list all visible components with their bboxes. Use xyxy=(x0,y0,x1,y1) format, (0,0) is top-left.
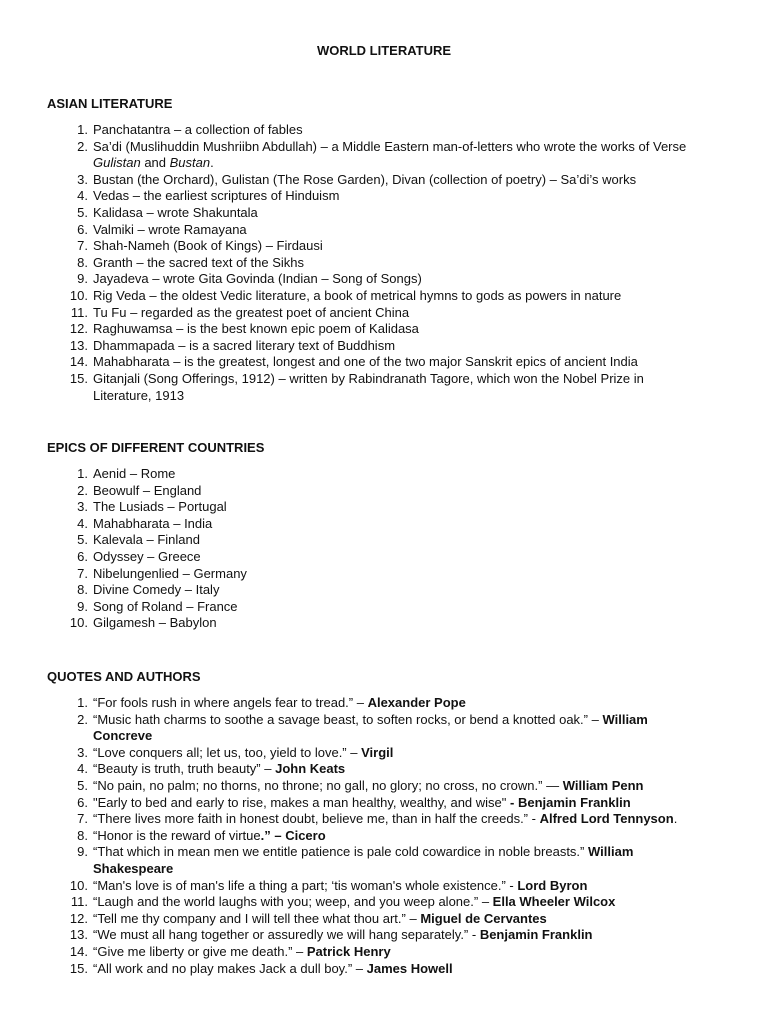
item-text: Mahabharata – India xyxy=(93,515,213,531)
work-title: Bustan xyxy=(169,155,211,171)
quote-author: Lord Byron xyxy=(517,877,588,893)
item-number: 10. xyxy=(69,615,88,631)
item-text: Kalevala – Finland xyxy=(93,532,200,548)
work-title: Gulistan xyxy=(93,155,141,171)
item-text: “Music hath charms to soothe a savage beast, to soften rocks, or bend a knotted oak.” – xyxy=(93,711,603,727)
item-number: 11. xyxy=(70,894,88,910)
item-text: Mahabharata – is the greatest, longest and one of the two major Sanskrit epics of ancient India xyxy=(93,354,638,370)
list-item xyxy=(0,712,703,745)
item-number: 1. xyxy=(77,122,88,137)
item-text: Aenid – Rome xyxy=(93,466,176,481)
list-item xyxy=(0,745,703,762)
list-item xyxy=(0,305,703,322)
quote-author: Virgil xyxy=(361,744,394,760)
quotes-list xyxy=(0,695,703,977)
item-text: “That which in mean men we entitle patience is pale cold cowardice in noble breasts.” xyxy=(93,844,588,860)
item-number: 12. xyxy=(69,321,88,337)
item-number: 7. xyxy=(77,565,88,581)
item-number: 11. xyxy=(70,304,88,320)
item-number: 12. xyxy=(69,910,88,926)
item-text: Song of Roland – France xyxy=(93,598,238,614)
item-number: 15. xyxy=(69,370,88,386)
quote-author: James Howell xyxy=(366,960,453,976)
list-item xyxy=(0,894,703,911)
item-text: Kalidasa – wrote Shakuntala xyxy=(93,204,258,220)
list-item xyxy=(0,238,703,255)
item-number: 2. xyxy=(77,711,88,727)
quote-author: Ella Wheeler Wilcox xyxy=(492,894,616,910)
item-text: Valmiki – wrote Ramayana xyxy=(93,221,247,237)
quote-author: Miguel de Cervantes xyxy=(420,910,547,926)
item-number: 9. xyxy=(77,598,88,614)
list-item xyxy=(0,911,703,928)
quote-author: Alfred Lord Tennyson xyxy=(539,811,674,827)
item-number: 3. xyxy=(77,171,88,187)
item-text: Tu Fu – regarded as the greatest poet of ancient China xyxy=(93,304,410,320)
item-text: “Man's love is of man's life a thing a part; ‘tis woman's whole existence.” - xyxy=(93,877,518,893)
list-item xyxy=(0,532,703,549)
item-number: 6. xyxy=(77,794,88,810)
list-item xyxy=(0,188,703,205)
item-number: 4. xyxy=(77,188,88,204)
list-item xyxy=(0,288,703,305)
item-number: 13. xyxy=(69,337,88,353)
item-text-end: . xyxy=(210,155,214,171)
list-item xyxy=(0,695,703,712)
quote-author: William Concreve xyxy=(93,711,648,744)
list-item xyxy=(0,466,703,483)
item-number: 4. xyxy=(77,515,88,531)
item-number: 7. xyxy=(77,811,88,827)
list-item xyxy=(0,271,703,288)
item-number: 5. xyxy=(77,777,88,793)
list-item xyxy=(0,828,703,845)
item-number: 8. xyxy=(77,827,88,843)
list-item xyxy=(0,222,703,239)
list-item xyxy=(0,549,703,566)
item-text-mid: and xyxy=(140,155,170,171)
list-item xyxy=(0,338,703,355)
item-number: 3. xyxy=(77,744,88,760)
list-item xyxy=(0,371,703,404)
item-text: “We must all hang together or assuredly we will hang separately.” - xyxy=(93,927,480,943)
list-item xyxy=(0,878,703,895)
item-number: 8. xyxy=(77,582,88,598)
list-item xyxy=(0,599,703,616)
item-number: 6. xyxy=(77,221,88,237)
item-text: "Early to bed and early to rise, makes a man healthy, wealthy, and wise" xyxy=(93,794,511,810)
list-item xyxy=(0,205,703,222)
list-item xyxy=(0,255,703,272)
list-item xyxy=(0,944,703,961)
item-text: Vedas – the earliest scriptures of Hinduism xyxy=(93,188,340,204)
document-title: WORLD LITERATURE xyxy=(316,43,452,58)
list-item xyxy=(0,615,703,632)
list-item xyxy=(0,483,703,500)
list-item xyxy=(0,778,703,795)
list-item xyxy=(0,761,703,778)
item-number: 4. xyxy=(77,761,88,777)
item-number: 15. xyxy=(69,960,88,976)
item-text: “Tell me thy company and I will tell thee what thou art.” – xyxy=(93,910,421,926)
item-text: Beowulf – England xyxy=(93,482,202,498)
list-item xyxy=(0,354,703,371)
quote-author: William Penn xyxy=(562,777,644,793)
list-item xyxy=(0,139,703,172)
item-number: 13. xyxy=(69,927,88,943)
item-number: 2. xyxy=(77,138,88,154)
list-item xyxy=(0,795,703,812)
item-text: “Love conquers all; let us, too, yield to love.” – xyxy=(93,744,362,760)
item-number: 14. xyxy=(69,354,88,370)
item-number: 2. xyxy=(77,482,88,498)
item-number: 6. xyxy=(77,548,88,564)
item-text: Odyssey – Greece xyxy=(93,548,201,564)
item-text: Raghuwamsa – is the best known epic poem of Kalidasa xyxy=(93,321,419,337)
item-text: Granth – the sacred text of the Sikhs xyxy=(93,254,305,270)
list-item xyxy=(0,961,703,978)
item-text: “Beauty is truth, truth beauty” – xyxy=(93,761,276,777)
item-text: “For fools rush in where angels fear to tread.” – xyxy=(93,695,368,710)
item-text: Gitanjali (Song Offerings, 1912) – written by Rabindranath Tagore, which won the Nobel Prize in Literature, 1913 xyxy=(93,370,644,403)
item-number: 9. xyxy=(77,844,88,860)
list-item xyxy=(0,566,703,583)
item-number: 10. xyxy=(69,877,88,893)
item-number: 8. xyxy=(77,254,88,270)
item-text: Shah-Nameh (Book of Kings) – Firdausi xyxy=(93,238,323,254)
item-text: Divine Comedy – Italy xyxy=(93,582,220,598)
quotes-heading: QUOTES AND AUTHORS xyxy=(47,669,201,684)
item-text: Nibelungenlied – Germany xyxy=(93,565,247,581)
epics-list xyxy=(0,466,703,632)
item-text: Jayadeva – wrote Gita Govinda (Indian – Song of Songs) xyxy=(93,271,422,287)
list-item xyxy=(0,927,703,944)
quote-author: William Shakespeare xyxy=(93,844,634,876)
epics-heading: EPICS OF DIFFERENT COUNTRIES xyxy=(47,440,265,455)
item-text: “Laugh and the world laughs with you; weep, and you weep alone.” – xyxy=(93,894,493,910)
item-text: “No pain, no palm; no thorns, no throne; no gall, no glory; no cross, no crown.” — xyxy=(93,777,563,793)
list-item xyxy=(0,172,703,189)
list-item xyxy=(0,582,703,599)
list-item xyxy=(0,844,703,877)
quote-author: .” – Cicero xyxy=(260,827,326,843)
item-number: 9. xyxy=(77,271,88,287)
list-item xyxy=(0,499,703,516)
item-text: Bustan (the Orchard), Gulistan (The Rose Garden), Divan (collection of poetry) – Sa’di’s works xyxy=(93,171,637,187)
item-text: Rig Veda – the oldest Vedic literature, a book of metrical hymns to gods as powers in nature xyxy=(93,287,622,303)
item-text: “Give me liberty or give me death.” – xyxy=(93,943,307,959)
list-item xyxy=(0,122,703,139)
item-number: 7. xyxy=(77,238,88,254)
item-number: 5. xyxy=(77,532,88,548)
item-text: The Lusiads – Portugal xyxy=(93,499,227,515)
item-text: “All work and no play makes Jack a dull boy.” – xyxy=(93,960,367,976)
item-text: Gilgamesh – Babylon xyxy=(93,615,217,631)
quote-author: - Benjamin Franklin xyxy=(510,794,631,810)
item-text: Dhammapada – is a sacred literary text of Buddhism xyxy=(93,337,396,353)
item-text: Sa’di (Muslihuddin Mushriibn Abdullah) – a Middle Eastern man-of-letters who wrote the works of Verse xyxy=(93,138,687,154)
quote-author: Alexander Pope xyxy=(367,695,466,710)
quote-author: John Keats xyxy=(275,761,346,777)
item-number: 1. xyxy=(77,466,88,481)
asian-literature-list xyxy=(0,122,703,404)
list-item xyxy=(0,321,703,338)
item-text: Panchatantra – a collection of fables xyxy=(93,122,303,137)
quote-author: Patrick Henry xyxy=(306,943,391,959)
item-number: 5. xyxy=(77,204,88,220)
list-item xyxy=(0,516,703,533)
item-text: “Honor is the reward of virtue xyxy=(93,827,261,843)
list-item xyxy=(0,811,703,828)
item-number: 1. xyxy=(77,695,88,710)
asian-literature-heading: ASIAN LITERATURE xyxy=(47,96,173,111)
item-text: “There lives more faith in honest doubt, believe me, than in half the creeds.” - xyxy=(93,811,540,827)
item-number: 3. xyxy=(77,499,88,515)
quote-author: Benjamin Franklin xyxy=(479,927,593,943)
item-text-end: . xyxy=(673,811,678,827)
item-number: 10. xyxy=(69,287,88,303)
item-number: 14. xyxy=(69,943,88,959)
